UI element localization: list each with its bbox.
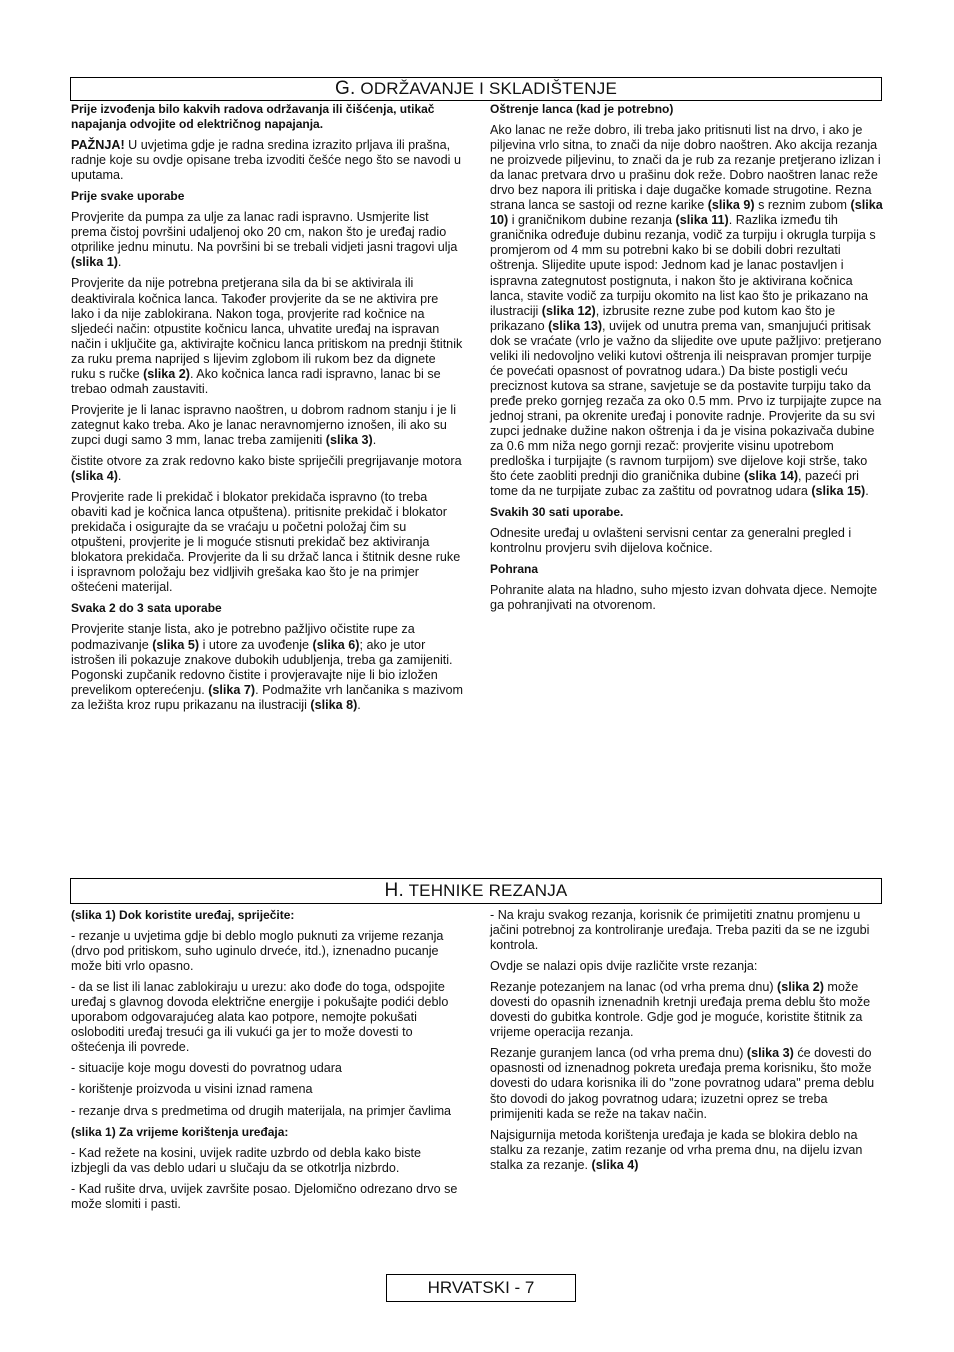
paragraph: - situacije koje mogu dovesti do povratnog udara: [71, 1061, 342, 1076]
section-g-header: [70, 77, 882, 101]
paragraph: - Kad režete na kosini, uvijek radite uzbrdo od debla kako biste izbjegli da vas deblo udari u slučaju da se otkotrlja nizbrdo.: [71, 1145, 422, 1175]
paragraph: Pohranite alata na hladno, suho mjesto izvan dohvata djece. Nemojte ga pohranjivati na otvorenom.: [490, 583, 878, 613]
subheading: (slika 1) Za vrijeme korištenja uređaja:: [71, 1124, 289, 1139]
paragraph: Rezanje potezanjem na lanac (od vrha prema dnu) (slika 2) može dovesti do opasnih iznenadnih kretnji uređaja prema deblu što može dovesti do gubitka kontrole. Gdje god je moguće, koristite štitnik za vrijeme operacija rezanja.: [490, 980, 871, 1040]
paragraph: - Na kraju svakog rezanja, korisnik će primijetiti znatnu promjenu u jačini potrebnoj za kontroliranje uređaja. Treba paziti da se ne izgubi kontrola.: [490, 908, 870, 953]
paragraph: Rezanje guranjem lanca (od vrha prema dnu) (slika 3) će dovesti do opasnosti od iznenadnog pokreta uređaja prema korisniku, što može dovesti do udara korisnika ili do "zone povratnog udara" prema deblu što dovodi do jakog povratnog udara; izuzetni oprez se treba primijeniti kada se reže na takav način.: [490, 1046, 875, 1121]
paragraph: čistite otvore za zrak redovno kako biste spriječili pregrijavanje motora (slika 4).: [71, 453, 462, 484]
paragraph: Odnesite uređaj u ovlašteni servisni centar za generalni pregled i kontrolnu provjeru svih dijelova kočnice.: [490, 526, 852, 556]
bold-reference: (slika 7): [208, 682, 256, 697]
section-h-right-column: [490, 908, 883, 1179]
section-h-title: TEHNIKE REZANJA: [408, 881, 568, 900]
paragraph: - da se list ili lanac zablokiraju u urezu: ako dođe do toga, odspojite uređaj s glavnog dovoda električne energije i pokušajte podići deblo uporabom odgovarajućeg alata kao potpore, nemojte pokušati osloboditi uređaj tresući ga ili vukući ga jer to može dovesti to oštećenja ili povrede.: [71, 980, 449, 1055]
section-h-header: [70, 878, 882, 904]
paragraph: Provjerite da nije potrebna pretjerana sila da bi se aktivirala ili deaktivirala kočnica lanca. Također provjerite da se ne aktivira pre lako i da nije zablokirana. Nakon toga, provjerite rad kočnice na sljedeći način: otpustite kočnicu lanca, uhvatite uređaj na ispravan način i uključite ga, aktivirajte kočnicu lanca pritiskom na prednji štitnik za ruku prema naprijed s lijevim zglobom ili rukom bez da dignete ruku s ručke (slika 2). Ako kočnica lanca radi ispravno, lanac bi se trebao odmah zaustaviti.: [71, 276, 463, 396]
paragraph: - rezanje u uvjetima gdje bi deblo moglo puknuti za vrijeme rezanja (drvo pod pritiskom, suho uginulo drveće, itd.), iznenadno pucanje može biti vrlo opasno.: [71, 929, 444, 974]
section-h-left-column: [71, 908, 463, 1218]
subheading: (slika 1) Dok koristite uređaj, spriječite:: [71, 908, 295, 922]
section-g-right-column: [490, 102, 883, 620]
subheading: Prije svake uporabe: [71, 189, 185, 204]
bold-reference: (slika 3): [746, 1046, 794, 1061]
paragraph: Ako lanac ne reže dobro, ili treba jako pritisnuti list na drvo, i ako je piljevina vrlo sitna, to znači da nije dobro naoštren. Ako akcija rezanja ne proizvede piljevinu, to znači da je rub za rezanje pretjerano izlizan i da lanac pretvara drvo u prašinu dok reže. Dobro naoštren lanac reže drvo bez napora ili pritiska i daje dugačke komade strugotine. Rezna strana lanca se sastoji od rezne karike (slika 9) s reznim zubom (slika 10) i graničnikom dubine rezanja (slika 11). Razlika između tih graničnika određuje dubinu rezanja, vodič za turpiju i okrugla turpija s promjerom od 4 mm su potrebni kako bi se dobili dobri rezultati oštrenja. Slijedite upute ispod: Jednom kad je lanac postavljen i ispravna zategnutost postignuta, i nakon što je aktivirana kočnica lanca, stavite vodič za turpiju okomito na list kao što je prikazano na ilustraciji (slika 12), izbrusite rezne zube pod kutom kao što je prikazano (slika 13), uvijek od unutra prema van, smanjujući pritisak dok se vraćate (vrlo je važno da slijedite ove upute pažljivo: pretjerano veliki ili nedovoljno veliki kutovi oštrenja ili neispravan promjer turpije će povećati opasnost of povratnog udara.) Da biste postigli veću preciznost kutova sa strane, savjetuje se da postavite turpiju tako da pređe preko gornjeg rezača za oko 0.5 mm. Prvo iz turpijajte zupce na jednoj strani, pa okrenite uređaj i ponovite radnje. Provjerite da su svi zupci jednake dužine nakon oštrenja i da je visina pokazivača dubine za 0.6 mm niža nego gornji rezač: provjerite visinu upotrebom predloška i turpijajte (s ravnom turpijom) sve dijelove koji strše, tako što ćete zaobliti prednji dio graničnika dubine (slika 14), pazeći pri tome da ne turpijate zubac za zaštitu od povratnog udara (slika 15).: [490, 123, 883, 499]
bold-reference: (slika 2): [143, 366, 190, 381]
bold-reference: (slika 11): [675, 213, 729, 228]
paragraph: Ovdje se nalazi opis dvije različite vrste rezanja:: [490, 959, 758, 974]
bold-reference: (slika 13): [548, 318, 603, 333]
subheading: Prije izvođenja bilo kakvih radova održavanja ili čišćenja, utikač napajanja odvojite od električnog napajanja.: [71, 102, 435, 132]
bold-reference: (slika 6): [312, 637, 360, 652]
paragraph: - korištenje proizvoda u visini iznad ramena: [71, 1082, 313, 1097]
section-g-left-column: [71, 102, 463, 719]
bold-reference: (slika 4): [71, 469, 118, 484]
section-h-letter: H.: [384, 880, 404, 901]
paragraph: Provjerite je li lanac ispravno naoštren, u dobrom radnom stanju i je li zategnut kako treba. Ako je lanac neravnomjerno iznošen, ili ako su zupci dugi samo 3 mm, lanac treba zamijeniti (slika 3).: [71, 402, 457, 447]
paragraph: Provjerite rade li prekidač i blokator prekidača ispravno (to treba obaviti kad je kočnica lanca otpuštena). pritisnite prekidač i blokator prekidača i osigurajte da se vraćaju u početni položaj čim su otpušteni, provjerite je li moguće stisnuti prekidač bez aktiviranja blokatora prekidača. Provjerite da li su držač lanca i štitnik desne ruke i ispravnom položaju bez vidljivih grešaka kao što je na primjer oštećeni materijal.: [71, 490, 461, 595]
paragraph: Provjerite stanje lista, ako je potrebno pažljivo očistite rupe za podmazivanje (slika 5) i utore za uvođenje (slika 6); ako je utor istrošen ili pokazuje znakove dubokih udubljenja, treba ga zamijeniti. Pogonski zupčanik redovno čistite i provjeravajte nije li bio izložen prevelikom opterećenju. (slika 7). Podmažite vrh lančanika s mazivom za ležišta kroz rupu prikazanu na ilustraciji (slika 8).: [71, 622, 463, 712]
bold-reference: (slika 2): [777, 980, 824, 995]
subheading: Svaka 2 do 3 sata uporabe: [71, 601, 222, 616]
bold-reference: (slika 3): [325, 432, 373, 447]
bold-reference: (slika 10): [490, 198, 883, 228]
bold-reference: (slika 15): [811, 484, 866, 499]
paragraph: Provjerite da pumpa za ulje za lanac radi ispravno. Usmjerite list prema čistoj površini udaljenoj oko 20 cm, nakon što je uređaj radio otprilike jednu minutu. Na površini bi se trebali vidjeti jasni tragovi ulja (slika 1).: [71, 210, 458, 270]
paragraph: - Kad rušite drva, uvijek završite posao. Djelomično odrezano drvo se može slomiti i pasti.: [71, 1181, 458, 1211]
bold-reference: (slika 4): [591, 1157, 639, 1172]
bold-reference: (slika 1): [71, 255, 118, 270]
page-footer: HRVATSKI - 7: [386, 1274, 576, 1302]
bold-reference: PAŽNJA!: [71, 138, 125, 153]
paragraph: PAŽNJA! U uvjetima gdje je radna sredina izrazito prljava ili prašna, radnje koje su ovdje opisane treba izvoditi češće nego što se navodi u uputama.: [71, 138, 461, 183]
subheading: Pohrana: [490, 562, 539, 577]
bold-reference: (slika 12): [541, 303, 596, 318]
subheading: Svakih 30 sati uporabe.: [490, 505, 624, 520]
paragraph: Najsigurnija metoda korištenja uređaja je kada se blokira deblo na stalku za rezanje, zatim rezanje od vrha prema dnu, na dijelu izvan stalka za rezanje. (slika 4): [490, 1127, 863, 1172]
bold-reference: (slika 14): [744, 469, 799, 484]
subheading: Oštrenje lanca (kad je potrebno): [490, 102, 674, 116]
section-g-letter: G.: [335, 78, 356, 99]
section-g-title: ODRŽAVANJE I SKLADIŠTENJE: [360, 79, 617, 98]
bold-reference: (slika 8): [310, 697, 358, 712]
paragraph: - rezanje drva s predmetima od drugih materijala, na primjer čavlima: [71, 1103, 452, 1118]
bold-reference: (slika 5): [152, 637, 200, 652]
bold-reference: (slika 9): [707, 198, 755, 213]
